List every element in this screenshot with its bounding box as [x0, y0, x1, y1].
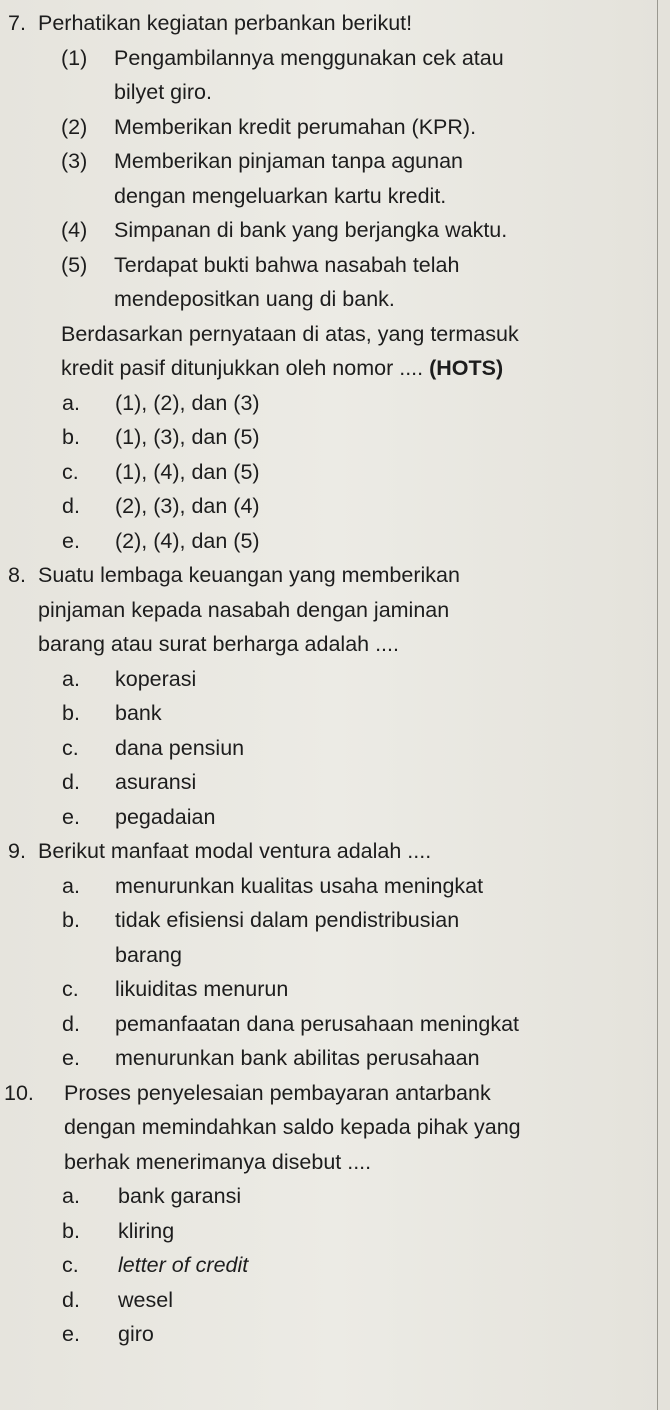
question-7-prompt [0, 317, 670, 352]
question-10-stem-cont [0, 1145, 670, 1180]
option-text: tidak efisiensi dalam pendistribusian [115, 908, 460, 932]
option-b[interactable] [0, 1214, 670, 1249]
option-b[interactable] [0, 696, 670, 731]
statement-text: Terdapat bukti bahwa nasabah telah [114, 252, 460, 277]
question-text: dengan memindahkan saldo kepada pihak yang [64, 1115, 521, 1139]
hots-tag: (HOTS) [429, 356, 504, 380]
option-text: koperasi [115, 666, 197, 691]
question-7-stem [0, 6, 670, 41]
question-number: 7. [8, 11, 26, 35]
option-text: (1), (2), dan (3) [115, 390, 260, 415]
question-8-stem [0, 558, 670, 593]
option-letter: a. [62, 1184, 80, 1208]
option-letter: a. [62, 666, 80, 691]
option-letter: e. [62, 1322, 80, 1346]
option-text: menurunkan kualitas usaha meningkat [115, 873, 484, 898]
option-letter: a. [62, 873, 80, 898]
option-letter: c. [62, 977, 79, 1001]
question-8-stem-cont [0, 593, 670, 628]
question-number: 10. [4, 1080, 34, 1105]
option-letter: e. [62, 528, 80, 553]
statement-text: bilyet giro. [114, 80, 212, 104]
question-9-stem [0, 834, 670, 869]
statement-text: Simpanan di bank yang berjangka waktu. [114, 218, 508, 242]
option-text: dana pensiun [115, 735, 245, 760]
option-text: (2), (4), dan (5) [115, 528, 260, 553]
option-d[interactable] [0, 1283, 670, 1318]
option-text: (2), (3), dan (4) [115, 494, 260, 518]
question-text: Proses penyelesaian pembayaran antarbank [64, 1080, 491, 1105]
option-a[interactable] [0, 662, 670, 697]
option-d[interactable] [0, 489, 670, 524]
question-9 [0, 834, 670, 1076]
option-letter: b. [62, 701, 80, 725]
question-10 [0, 1076, 670, 1352]
option-b[interactable] [0, 420, 670, 455]
statement-number: (5) [61, 252, 88, 277]
question-text: Perhatikan kegiatan perbankan berikut! [38, 11, 413, 35]
option-text: (1), (4), dan (5) [115, 459, 260, 484]
question-text: Berikut manfaat modal ventura adalah .... [38, 839, 432, 863]
option-letter: c. [62, 735, 79, 760]
statement-text: Memberikan kredit perumahan (KPR). [114, 114, 477, 139]
question-8-stem-cont [0, 627, 670, 662]
option-a[interactable] [0, 1179, 670, 1214]
statement-text: Memberikan pinjaman tanpa agunan [114, 149, 464, 173]
option-c[interactable] [0, 972, 670, 1007]
question-number: 9. [8, 839, 26, 863]
option-text: pegadaian [115, 804, 216, 829]
statement-number: (3) [61, 149, 88, 173]
option-c[interactable] [0, 731, 670, 766]
option-a[interactable] [0, 386, 670, 421]
option-text: bank [115, 701, 162, 725]
prompt-text: Berdasarkan pernyataan di atas, yang termasuk [61, 321, 519, 346]
statement-text: mendepositkan uang di bank. [114, 287, 395, 311]
option-text: asuransi [115, 770, 197, 794]
option-text: (1), (3), dan (5) [115, 425, 260, 449]
option-text: kliring [118, 1218, 175, 1243]
option-e[interactable] [0, 1317, 670, 1352]
statement-text: dengan mengeluarkan kartu kredit. [114, 183, 447, 208]
option-d[interactable] [0, 1007, 670, 1042]
question-text: berhak menerimanya disebut .... [64, 1149, 372, 1174]
statement-2 [0, 110, 670, 145]
option-e[interactable] [0, 1041, 670, 1076]
option-b-cont [0, 938, 670, 973]
option-text: pemanfaatan dana perusahaan meningkat [115, 1011, 520, 1036]
option-text: letter of credit [118, 1253, 249, 1277]
statement-5 [0, 248, 670, 283]
option-b[interactable] [0, 903, 670, 938]
statement-4 [0, 213, 670, 248]
option-e[interactable] [0, 524, 670, 559]
statement-number: (4) [61, 218, 88, 242]
question-7-prompt-cont [0, 351, 670, 386]
statement-3-cont [0, 179, 670, 214]
option-letter: c. [62, 459, 79, 484]
option-letter: e. [62, 804, 80, 829]
statement-5-cont [0, 282, 670, 317]
option-c[interactable] [0, 1248, 670, 1283]
prompt-text: kredit pasif ditunjukkan oleh nomor .... [61, 356, 424, 380]
question-10-stem [0, 1076, 670, 1111]
option-e[interactable] [0, 800, 670, 835]
option-letter: b. [62, 1218, 80, 1243]
question-text: barang atau surat berharga adalah .... [38, 632, 399, 656]
question-8 [0, 558, 670, 834]
option-letter: b. [62, 908, 80, 932]
option-text: menurunkan bank abilitas perusahaan [115, 1046, 480, 1070]
option-text: likuiditas menurun [115, 977, 289, 1001]
option-letter: d. [62, 1011, 80, 1036]
question-text: Suatu lembaga keuangan yang memberikan [38, 563, 460, 587]
option-letter: d. [62, 1287, 80, 1312]
option-letter: d. [62, 494, 80, 518]
option-letter: e. [62, 1046, 80, 1070]
option-a[interactable] [0, 869, 670, 904]
option-letter: a. [62, 390, 80, 415]
question-10-stem-cont [0, 1110, 670, 1145]
option-text: bank garansi [118, 1184, 242, 1208]
question-text: pinjaman kepada nasabah dengan jaminan [38, 597, 450, 622]
option-text: barang [115, 942, 182, 967]
statement-number: (1) [61, 45, 88, 70]
option-letter: b. [62, 425, 80, 449]
statement-1 [0, 41, 670, 76]
statement-text: Pengambilannya menggunakan cek atau [114, 45, 504, 70]
option-text: giro [118, 1322, 154, 1346]
statement-1-cont [0, 75, 670, 110]
option-letter: d. [62, 770, 80, 794]
statement-number: (2) [61, 114, 88, 139]
option-letter: c. [62, 1253, 79, 1277]
option-text: wesel [118, 1287, 173, 1312]
option-d[interactable] [0, 765, 670, 800]
statement-3 [0, 144, 670, 179]
question-number: 8. [8, 563, 26, 587]
option-c[interactable] [0, 455, 670, 490]
question-7 [0, 6, 670, 558]
